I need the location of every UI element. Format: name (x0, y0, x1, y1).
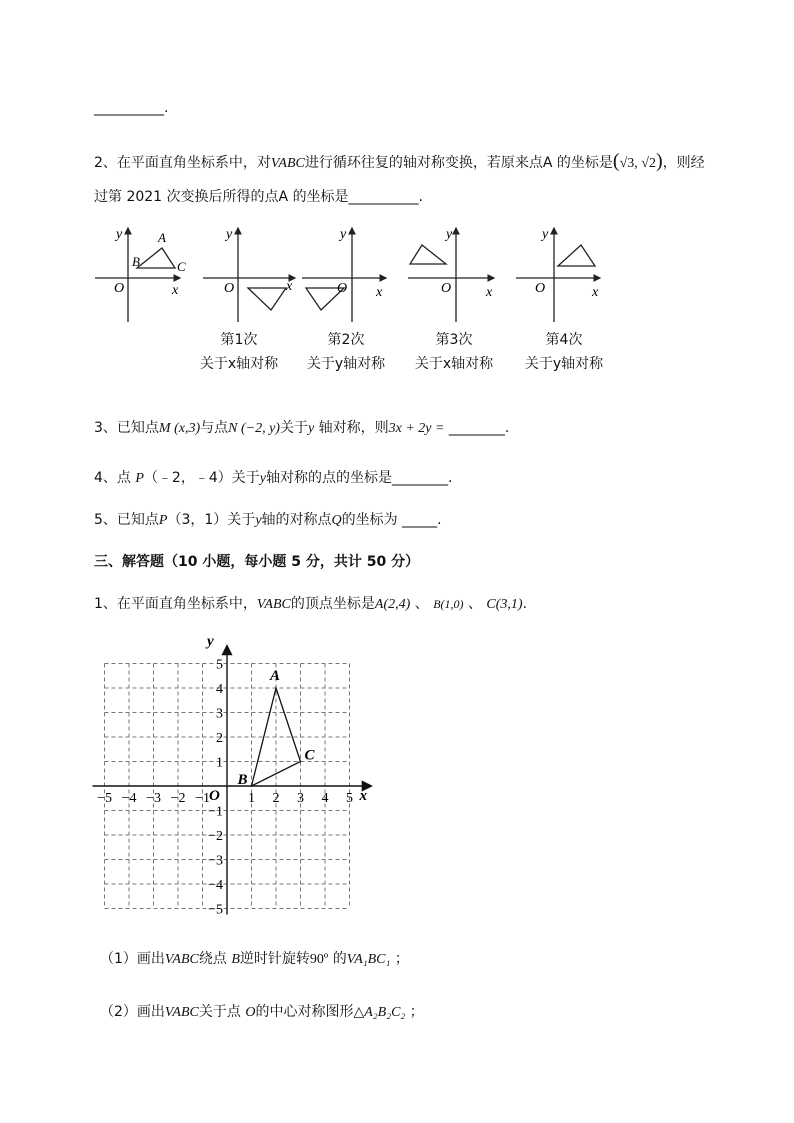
q2-caption-1-desc: 关于x轴对称 (199, 356, 279, 372)
part2-result: △A₂B₂C₂ (353, 1005, 406, 1020)
svg-text:O: O (337, 281, 348, 296)
grid-origin-label: O (209, 788, 220, 804)
q2-line2 (94, 186, 423, 206)
svg-text:x: x (592, 285, 599, 300)
part1-triangle: VABC (164, 952, 199, 967)
q2-paren-open: ( (612, 150, 620, 172)
q2-caption-2-step: 第2次 (327, 332, 365, 348)
q3-text-a: 3、已知点 (94, 420, 159, 436)
part1-text-c: 逆时针旋转 (239, 951, 310, 967)
grid-point-b-label: B (237, 772, 248, 788)
top-blank: __________. (94, 100, 169, 116)
q2-caption-3 (399, 328, 509, 376)
q5-text-b: （3，1）关于 (167, 512, 256, 528)
part1-result: VA₁BC₁ (346, 952, 391, 967)
y-tick-label: −2 (208, 829, 223, 844)
q2-panel-original (95, 227, 186, 322)
part1-text-e: ； (394, 951, 409, 967)
q2-caption-4 (509, 328, 619, 376)
q3-point-m: M (x,3) (158, 421, 201, 436)
q2-b-label: B (132, 254, 140, 269)
svg-text:x: x (286, 279, 293, 294)
x-tick-label: 4 (321, 791, 329, 806)
part2-line (100, 1001, 424, 1021)
part2-triangle: VABC (164, 1005, 199, 1020)
q3-text-c: 关于 (279, 420, 308, 436)
q4-point: P (135, 471, 144, 486)
q5-text-d: 的坐标为 _____. (341, 512, 442, 528)
q2-line2-b: 的坐标是__________. (292, 189, 424, 205)
s1-text-b: 的顶点坐标是 (290, 596, 375, 612)
q5-text-a: 5、已知点 (94, 512, 159, 528)
part1-text-d: 的 (332, 951, 347, 967)
part1-line (100, 948, 409, 968)
q2-line2-a: 过第 2021 次变换后所得的点 (94, 189, 279, 205)
grid-y-label: y (207, 633, 214, 650)
q2-panel-step2 (302, 227, 386, 322)
s1-triangle: VABC (256, 597, 291, 612)
q2-x-label: x (172, 283, 179, 298)
q3-text-b: 与点 (200, 420, 229, 436)
q4-line (94, 467, 452, 487)
q2-coord: √3, √2 (619, 156, 656, 171)
part1-text-a: （1）画出 (100, 951, 165, 967)
q5-text-c: 轴的对称点 (261, 512, 332, 528)
x-tick-label: −2 (170, 791, 186, 806)
q2-caption-2-desc: 关于y轴对称 (306, 356, 386, 372)
q3-text-d: 轴对称，则 (318, 420, 389, 436)
q2-text-c: 的坐标是 (556, 155, 613, 171)
q2-line1 (94, 150, 705, 173)
q2-caption-3-step: 第3次 (435, 332, 473, 348)
grid-point-c-label: C (304, 747, 315, 764)
q5-axis: y (255, 513, 262, 528)
q4-text-c: 轴对称的点的坐标是________. (265, 470, 453, 486)
grid-point-a-label: A (270, 668, 281, 684)
part1-degree: 90º (309, 952, 329, 967)
grid-x-label: x (359, 788, 367, 804)
part2-point: O (245, 1005, 256, 1020)
x-tick-labels (97, 791, 353, 806)
q5-point-q: Q (331, 513, 342, 528)
x-tick-label: 5 (346, 791, 353, 806)
q2-a-label: A (158, 230, 166, 245)
svg-text:x: x (376, 285, 383, 300)
q2-caption-1-step: 第1次 (220, 332, 258, 348)
q2-y-label: y (116, 227, 123, 242)
svg-text:O: O (441, 281, 452, 296)
x-tick-label: 2 (272, 791, 280, 806)
svg-text:O: O (224, 281, 235, 296)
y-tick-label: 1 (216, 755, 223, 771)
svg-text:y: y (542, 227, 549, 242)
svg-text:y: y (340, 227, 347, 242)
q3-line (94, 417, 509, 437)
part2-text-a: （2）画出 (100, 1004, 165, 1020)
q2-caption-4-step: 第4次 (545, 332, 583, 348)
y-tick-label: −3 (208, 853, 223, 869)
s1-sep2: 、 (467, 596, 482, 612)
q3-point-n: N (−2, y) (228, 421, 280, 436)
x-tick-label: −5 (97, 791, 112, 806)
y-tick-label: 5 (216, 657, 223, 673)
y-tick-label: −5 (208, 902, 223, 918)
q2-figure (90, 220, 620, 330)
y-tick-label: −1 (208, 804, 223, 820)
x-tick-label: −4 (121, 791, 137, 806)
q2-point: A (542, 155, 553, 171)
q4-text-b: （﹣2，﹣4）关于 (143, 470, 260, 486)
q2-caption-4-desc: 关于y轴对称 (524, 356, 604, 372)
part2-text-b: 关于点 (198, 1004, 241, 1020)
svg-text:x: x (486, 285, 493, 300)
q2-panel-step1 (203, 227, 295, 322)
q5-point-p: P (158, 513, 168, 528)
s1-line (94, 593, 527, 613)
q2-triangle: VABC (270, 156, 305, 171)
q2-panel-step3 (408, 227, 494, 322)
y-tick-label: 2 (216, 731, 223, 746)
s1-point-c: C(3,1) (486, 597, 523, 612)
q2-line2-point: A (278, 189, 289, 205)
q3-axis: y (307, 421, 315, 436)
q2-c-label: C (177, 259, 186, 274)
q2-triangle-shape (137, 248, 175, 268)
svg-text:O: O (535, 281, 546, 296)
section-title: 三、解答题（10 小题，每小题 5 分，共计 50 分） (94, 554, 420, 570)
part2-text-c: 的中心对称图形 (255, 1004, 354, 1020)
svg-text:y: y (226, 227, 233, 242)
q2-caption-2 (291, 328, 401, 376)
q2-text-b: 进行循环往复的轴对称变换，若原来点 (304, 155, 543, 171)
y-tick-label: 4 (216, 682, 223, 697)
x-tick-label: −3 (146, 791, 161, 806)
part2-text-d: ； (409, 1004, 424, 1020)
q3-blank: ________. (448, 420, 510, 436)
s1-point-a: A(2,4) (374, 597, 411, 612)
x-tick-label: −1 (195, 791, 210, 806)
q2-paren-close: ) (655, 150, 663, 172)
s1-text-a: 1、在平面直角坐标系中， (94, 596, 257, 612)
q2-caption-1 (184, 328, 294, 376)
part1-point: B (231, 952, 240, 967)
q4-text-a: 4、点 (94, 470, 131, 486)
s1-end: . (522, 596, 528, 612)
y-tick-label: 3 (216, 706, 223, 722)
svg-text:y: y (446, 227, 453, 242)
part1-text-b: 绕点 (198, 951, 227, 967)
q3-expr: 3x + 2y = (388, 421, 445, 436)
grid-figure (90, 628, 380, 923)
q5-line (94, 509, 442, 529)
q2-origin-label: O (114, 281, 125, 296)
x-tick-label: 1 (248, 791, 255, 806)
s1-sep1: 、 (414, 596, 429, 612)
q4-axis: y (259, 471, 266, 486)
y-tick-label: −4 (208, 878, 223, 893)
x-tick-label: 3 (297, 791, 304, 806)
q2-panel-step4 (516, 227, 600, 322)
q2-text-d: ，则经 (662, 155, 705, 171)
s1-point-b: B(1,0) (433, 597, 464, 611)
q2-caption-3-desc: 关于x轴对称 (414, 356, 494, 372)
q2-text-a: 2、在平面直角坐标系中，对 (94, 155, 271, 171)
